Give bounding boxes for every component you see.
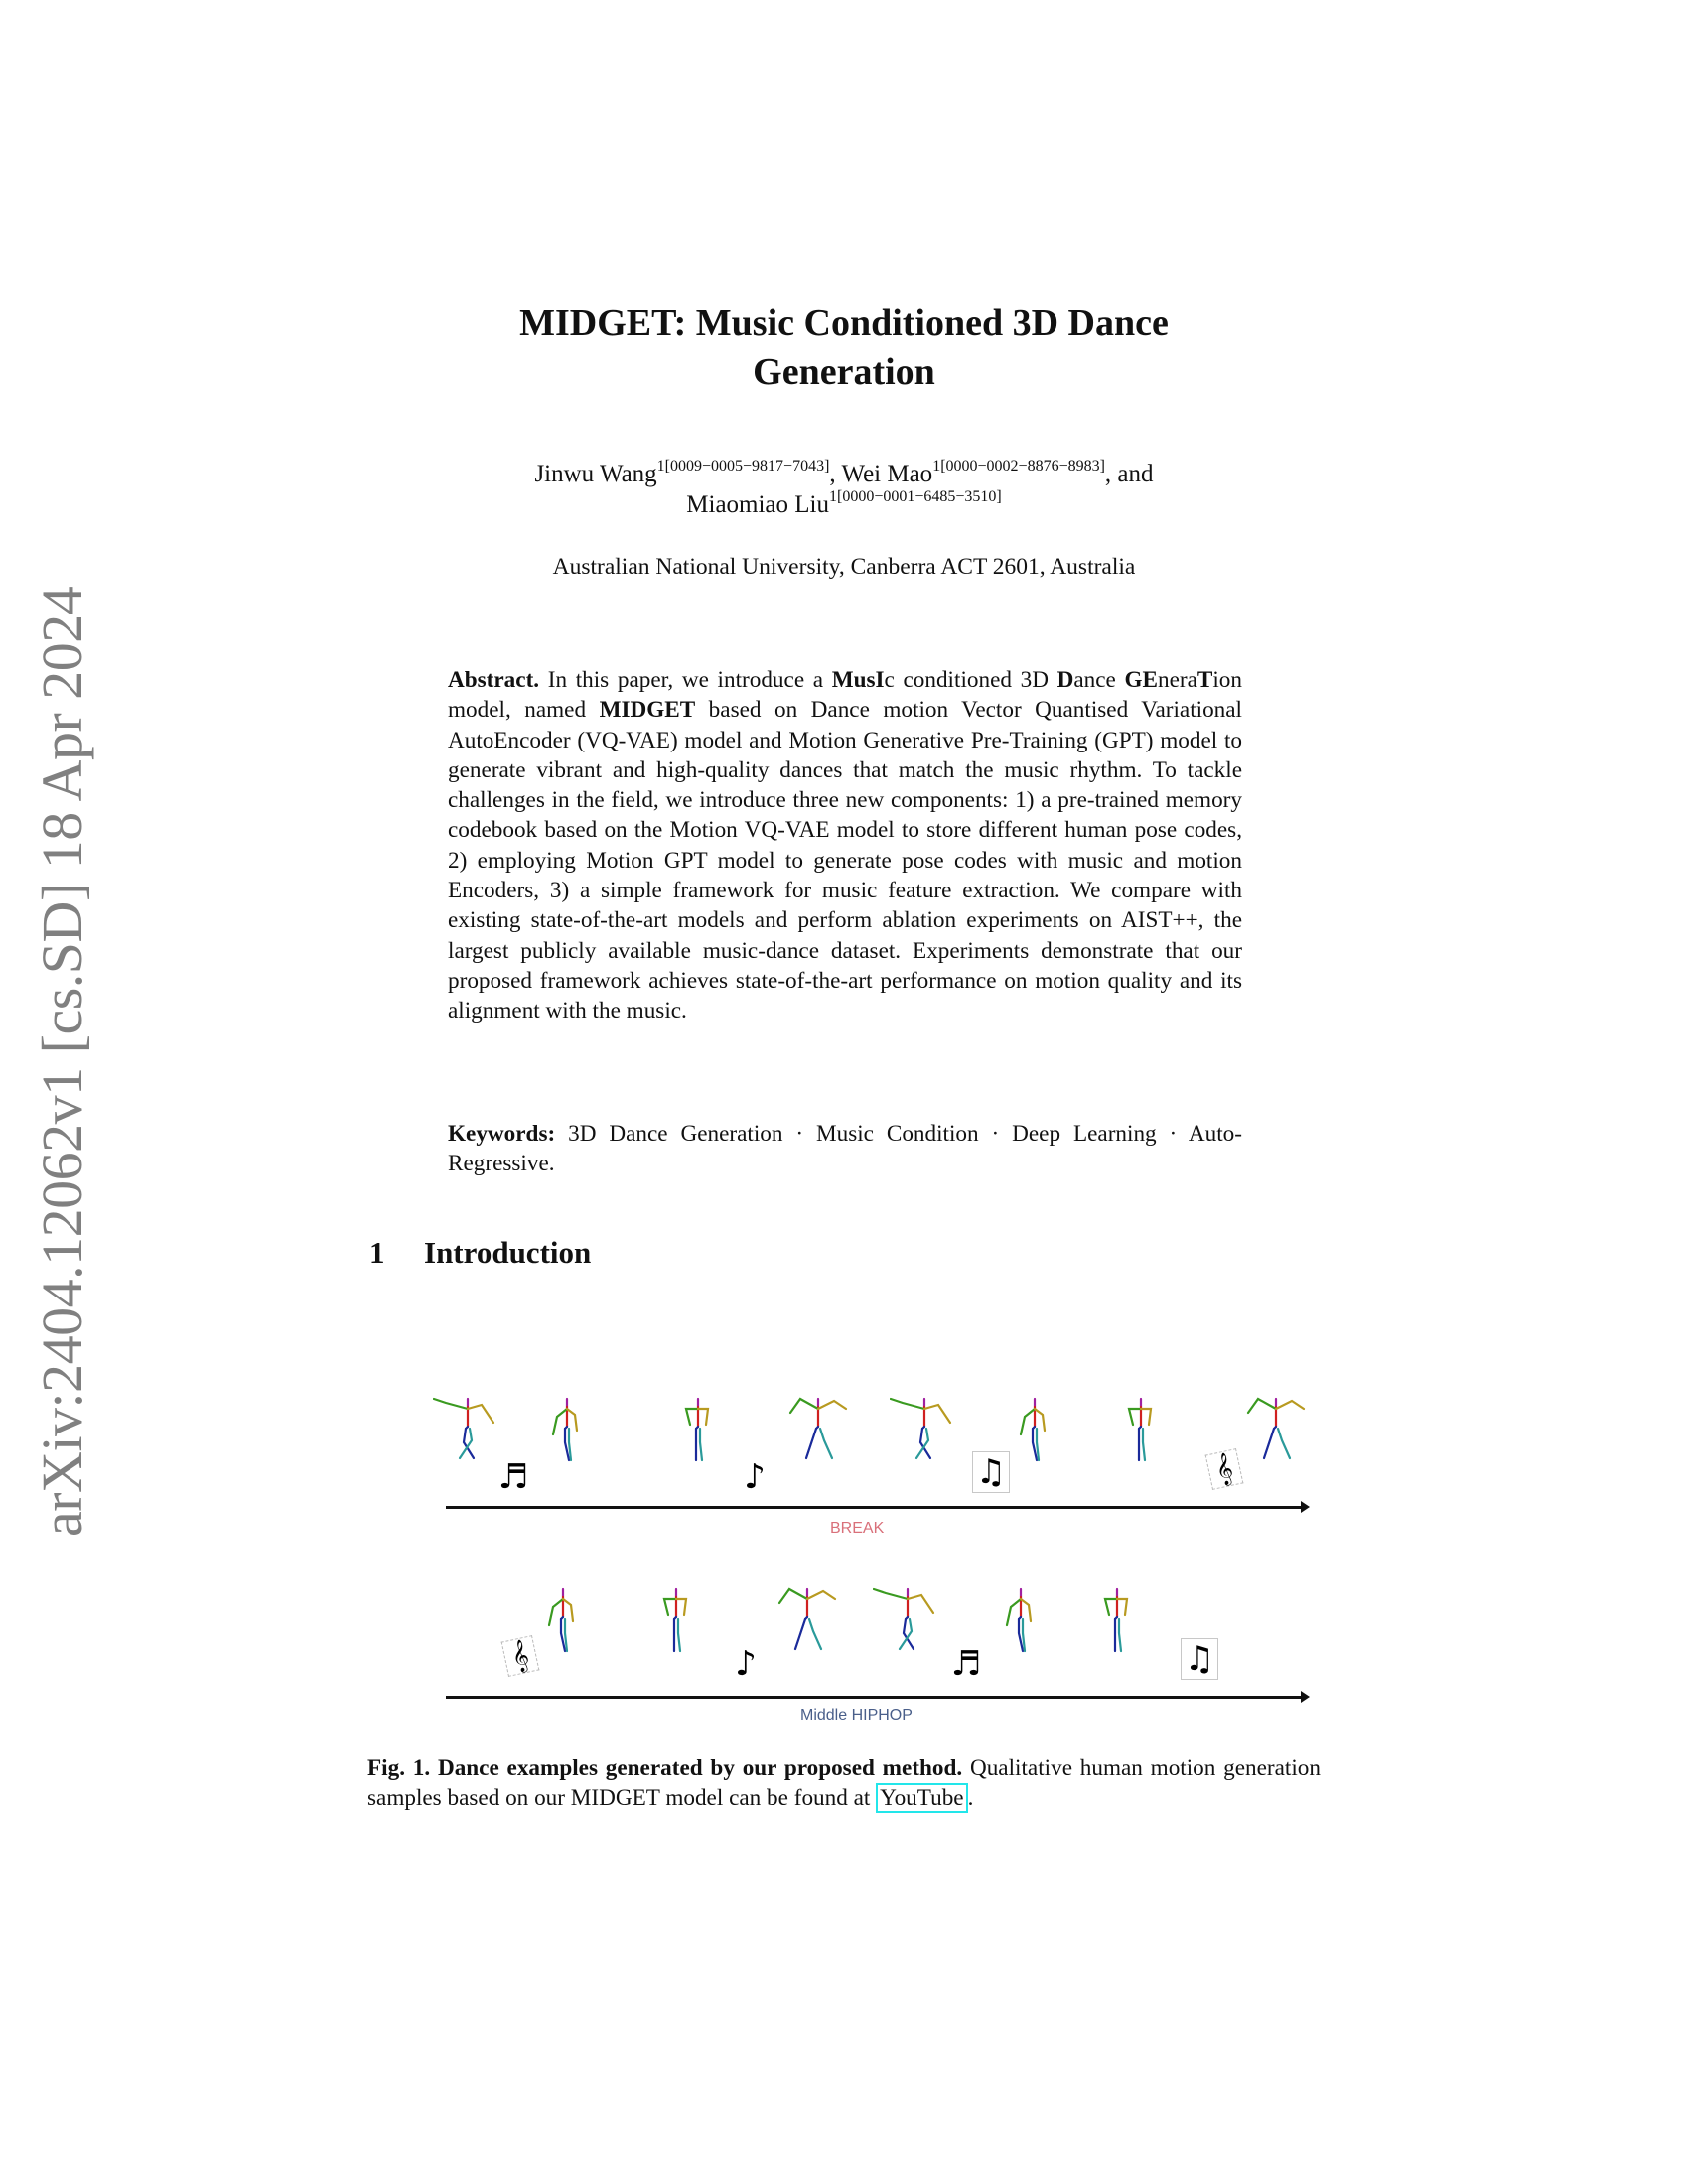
keyword-separator: · [782, 1121, 816, 1147]
author-name: Miaomiao Liu [686, 491, 829, 518]
keyword-separator: · [1156, 1121, 1189, 1147]
title-line-2: Generation [753, 351, 935, 393]
model-name: MIDGET [599, 697, 696, 724]
acronym-letters: Mus [831, 667, 876, 693]
skeleton-dancer-pose [1106, 1395, 1166, 1484]
section-number: 1 [369, 1235, 385, 1270]
author-orcid: [0009−0005−9817−7043] [664, 458, 830, 475]
author-separator: , and [1104, 461, 1154, 487]
acronym-letters: T [1196, 667, 1213, 693]
beamed-notes-icon: ♬ [950, 1644, 982, 1684]
author-line-1 [0, 459, 1688, 489]
affiliation: Australian National University, Canberra ACT 2601, Australia [552, 554, 1136, 580]
timeline-axis-row-1 [446, 1506, 1302, 1509]
skeleton-dancer-pose [873, 1585, 932, 1675]
skeleton-dancer-pose [1082, 1585, 1142, 1675]
caption-text: Qualitative human motion generation samples based on our MIDGET model can be found at [367, 1755, 1321, 1812]
author-affiliation-mark: 1 [829, 488, 837, 505]
skeleton-dancer-pose [641, 1585, 701, 1675]
timeline-label-middle-hiphop: Middle HIPHOP [800, 1707, 913, 1724]
abstract-text: ion model, named [448, 667, 1242, 724]
eighth-note-icon: ♪ [735, 1644, 757, 1684]
title-line-1: MIDGET: Music Conditioned 3D Dance [519, 302, 1169, 343]
abstract-text: ance [1073, 667, 1125, 693]
author-affiliation-mark: 1 [656, 458, 665, 475]
keyword: Music Condition [815, 1121, 979, 1147]
youtube-link[interactable]: YouTube [876, 1783, 967, 1813]
skeleton-dancer-pose [528, 1585, 588, 1675]
caption-end: . [967, 1785, 974, 1812]
skeleton-dancer-pose [773, 1585, 832, 1675]
keyword: 3D Dance Generation [568, 1121, 783, 1147]
skeleton-dancer-pose [433, 1395, 492, 1484]
beamed-notes-icon: ♫ [1181, 1638, 1218, 1680]
author-orcid: [0000−0002−8876−8983] [940, 458, 1105, 475]
keyword: Auto-Regressive. [448, 1121, 1242, 1177]
keyword-separator: · [978, 1121, 1013, 1147]
author-line-2 [0, 489, 1688, 520]
skeleton-dancer-pose [890, 1395, 949, 1484]
abstract-text: based on Dance motion Vector Quantised Variational AutoEncoder (VQ-VAE) model and Motion Generative Pre-Training (GPT) model to generate vibrant and high-quality dances that match the music rhythm. To tackle challenges in the field, we introduce three new components: 1) a pre-trained memory codebook based on the Motion VQ-VAE model to store different human pose codes, 2) employing Motion GPT model to generate pose codes with music and motion Encoders, 3) a simple framework for music feature extraction. We compare with existing state-of-the-art models and perform ablation experiments on AIST++, the largest publicly available music-dance dataset. Experiments demonstrate that our proposed framework achieves state-of-the-art performance on motion quality and its alignment with the music. [448, 697, 1242, 1024]
beamed-notes-icon: ♫ [972, 1451, 1010, 1493]
section-heading [369, 1235, 591, 1271]
acronym-letters: I [875, 667, 885, 693]
author-list [0, 459, 1688, 520]
treble-clef-icon: 𝄞 [501, 1635, 540, 1677]
skeleton-dancer-pose [1241, 1395, 1301, 1484]
section-title: Introduction [424, 1235, 592, 1270]
figure-caption [367, 1753, 1321, 1814]
abstract [448, 665, 1242, 1026]
skeleton-dancer-pose [1000, 1395, 1059, 1484]
abstract-label: Abstract. [448, 667, 540, 693]
timeline-axis-row-2 [446, 1696, 1302, 1699]
eighth-note-icon: ♪ [744, 1457, 766, 1497]
caption-label: Fig. 1. Dance examples generated by our proposed method. [367, 1755, 963, 1781]
arxiv-identifier-stamp: arXiv:2404.12062v1 [cs.SD] 18 Apr 2024 [30, 586, 94, 1537]
treble-clef-icon: 𝄞 [1205, 1448, 1244, 1490]
timeline-label-break: BREAK [830, 1520, 885, 1537]
author-orcid: [0000−0001−6485−3510] [837, 488, 1002, 505]
skeleton-dancer-pose [663, 1395, 723, 1484]
author-separator: , [829, 461, 842, 487]
skeleton-dancer-pose [532, 1395, 592, 1484]
paper-title [0, 298, 1688, 397]
abstract-text: In this paper, we introduce a [539, 667, 832, 693]
keywords [448, 1119, 1242, 1179]
keyword: Deep Learning [1012, 1121, 1157, 1147]
beamed-notes-icon: ♬ [497, 1457, 529, 1497]
abstract-text: nera [1157, 667, 1197, 693]
author-affiliation-mark: 1 [932, 458, 941, 475]
author-name: Jinwu Wang [534, 461, 657, 487]
acronym-letters: D [1056, 667, 1074, 693]
skeleton-dancer-pose [986, 1585, 1046, 1675]
abstract-text: c conditioned 3D [884, 667, 1057, 693]
author-name: Wei Mao [841, 461, 933, 487]
skeleton-dancer-pose [783, 1395, 843, 1484]
acronym-letters: GE [1124, 667, 1158, 693]
keywords-label: Keywords: [448, 1121, 556, 1147]
